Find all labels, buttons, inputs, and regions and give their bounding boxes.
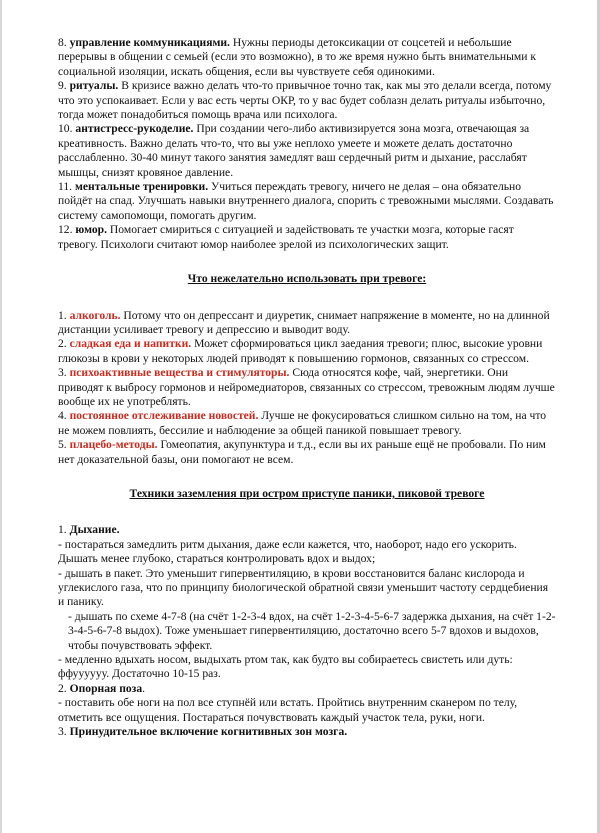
item-suffix: . bbox=[142, 681, 146, 695]
list-item bbox=[58, 409, 556, 438]
item-number: 10. bbox=[58, 122, 73, 136]
item-title: плацебо-методы. bbox=[69, 438, 158, 452]
list-item: - медленно вдыхать носом, выдыхать ртом так, как будто вы собираетесь свистеть или дуть: ффуууууу. Достаточно 10-15 раз. bbox=[58, 653, 513, 681]
item-number: 12. bbox=[58, 223, 73, 237]
left-page-edge bbox=[0, 0, 2, 833]
intro-list bbox=[58, 36, 556, 252]
list-item bbox=[58, 337, 556, 366]
item-number: 4. bbox=[58, 409, 67, 423]
item-text: Может сформироваться цикл заедания тревоги; плюс, высокие уровни глюкозы в крови у некоторых людей приводят к повышению гормонов, связанных со стрессом. bbox=[58, 337, 543, 365]
item-number: 11. bbox=[58, 180, 73, 194]
item-text: При создании чего-либо активизируется зона мозга, отвечающая за креативность. Важно делать что-то, что вы уже неплохо умеете и можете делать достаточно расслабленно. 30-40 минут такого занятия замедлят ваш сердечный ритм и дыхание, расслабят мышцы, снизят кровяное давление. bbox=[58, 122, 530, 179]
item-title: ментальные тренировки. bbox=[74, 180, 209, 194]
list-item bbox=[58, 438, 556, 467]
list-item bbox=[58, 36, 556, 79]
item-number: 2. bbox=[58, 681, 67, 695]
list-item bbox=[58, 223, 556, 252]
grounding-list bbox=[58, 523, 556, 739]
item-text: Помогает смириться с ситуацией и задействовать те участки мозга, которые гасят тревогу. Психологи считают юмор наиболее зрелой из психологических защит. bbox=[58, 223, 514, 251]
item-title: постоянное отслеживание новостей. bbox=[69, 409, 259, 423]
item-text: Лучше не фокусироваться слишком сильно на том, на что не можем повлиять, бессилие и наблюдение за общей паникой повышает тревогу. bbox=[58, 409, 547, 437]
list-item bbox=[58, 366, 556, 409]
item-number: 8. bbox=[58, 36, 67, 49]
item-text: Потому что он депрессант и диуретик, снимает напряжение в моменте, но на длинной дистанции усиливает тревогу и депрессию и выводит воду. bbox=[58, 308, 550, 336]
item-number: 1. bbox=[58, 308, 67, 322]
item-title: ритуалы. bbox=[69, 79, 119, 93]
list-item: - дышать в пакет. Это уменьшит гипервентиляцию, в крови восстановится баланс кислорода и углекислого газа, что по принципу биологической обратной связи уменьшит частоту сердцебиения и панику. bbox=[58, 566, 549, 609]
list-item bbox=[58, 79, 556, 122]
item-text: Учиться переждать тревогу, ничего не делая – она обязательно пойдёт на спад. Улучшать навыки внутреннего диалога, спорить с тревожными мыслями. Создавать систему самопомощи, помогать другим. bbox=[58, 180, 554, 222]
avoid-heading: Что нежелательно использовать при тревоге: bbox=[187, 272, 427, 286]
item-title: алкоголь. bbox=[69, 308, 121, 322]
section-title bbox=[58, 523, 556, 537]
item-title: управление коммуникациями. bbox=[69, 36, 230, 49]
item-number: 2. bbox=[58, 337, 67, 351]
item-title: Опорная поза bbox=[69, 681, 143, 695]
item-title: юмор. bbox=[75, 223, 108, 237]
item-title: Дыхание. bbox=[69, 523, 120, 537]
item-text: В кризисе важно делать что-то привычное точно так, как мы это делали всегда, потому что это успокаивает. Если у вас есть черты ОКР, то у вас будет соблазн делать ритуалы избыточно, тогда может понадобиться помощь врача или психолога. bbox=[58, 79, 552, 122]
item-text: Нужны периоды детоксикации от соцсетей и небольшие перерывы в общении с семьей (если это возможно), в то же время нужно быть внимательными к социальной изоляции, искать общения, если вы чувствуете себя одинокими. bbox=[58, 36, 536, 78]
list-item bbox=[58, 180, 556, 223]
item-number: 3. bbox=[58, 725, 67, 739]
grounding-heading: Техники заземления при остром приступе паники, пиковой тревоге bbox=[129, 486, 485, 500]
item-title: антистресс-рукоделие. bbox=[75, 122, 194, 136]
item-title: сладкая еда и напитки. bbox=[69, 337, 192, 351]
item-number: 1. bbox=[58, 523, 67, 537]
list-item: - дышать по схеме 4-7-8 (на счёт 1-2-3-4 вдох, на счёт 1-2-3-4-5-6-7 задержка дыхания, на счёт 1-2-3-4-5-6-7-8 выдох). Тоже уменьшает гипервентиляцию, достаточно всего 5-7 вдохов и выдохов, чтобы почувствовать эффект. bbox=[68, 609, 556, 652]
section-title bbox=[58, 682, 556, 696]
section-title bbox=[58, 725, 556, 739]
item-title: Принудительное включение когнитивных зон мозга. bbox=[69, 725, 348, 739]
item-text: Гомеопатия, акупунктура и т.д., если вы их раньше ещё не пробовали. По ним нет доказательной базы, они помогают не всем. bbox=[58, 438, 546, 466]
item-number: 3. bbox=[58, 366, 67, 380]
avoid-list bbox=[58, 309, 556, 467]
item-number: 9. bbox=[58, 79, 67, 93]
list-item: - поставить обе ноги на пол все ступнёй или встать. Пройтись внутренним сканером по телу, отметить все ощущения. Постараться почувствовать каждый участок тела, руки, ноги. bbox=[58, 696, 518, 724]
list-item bbox=[58, 309, 556, 338]
item-title: психоактивные вещества и стимуляторы. bbox=[69, 366, 290, 380]
list-item bbox=[58, 122, 556, 180]
item-number: 5. bbox=[58, 438, 67, 452]
item-text: Сюда относятся кофе, чай, энергетики. Они приводят к выбросу гормонов и нейромедиаторов, связанных со стрессом, тревожным людям лучше вообще их не употреблять. bbox=[58, 366, 555, 408]
list-item: - постараться замедлить ритм дыхания, даже если кажется, что, наоборот, надо его ускорить. Дышать менее глубоко, стараться контролировать вдох и выдох; bbox=[58, 537, 517, 566]
